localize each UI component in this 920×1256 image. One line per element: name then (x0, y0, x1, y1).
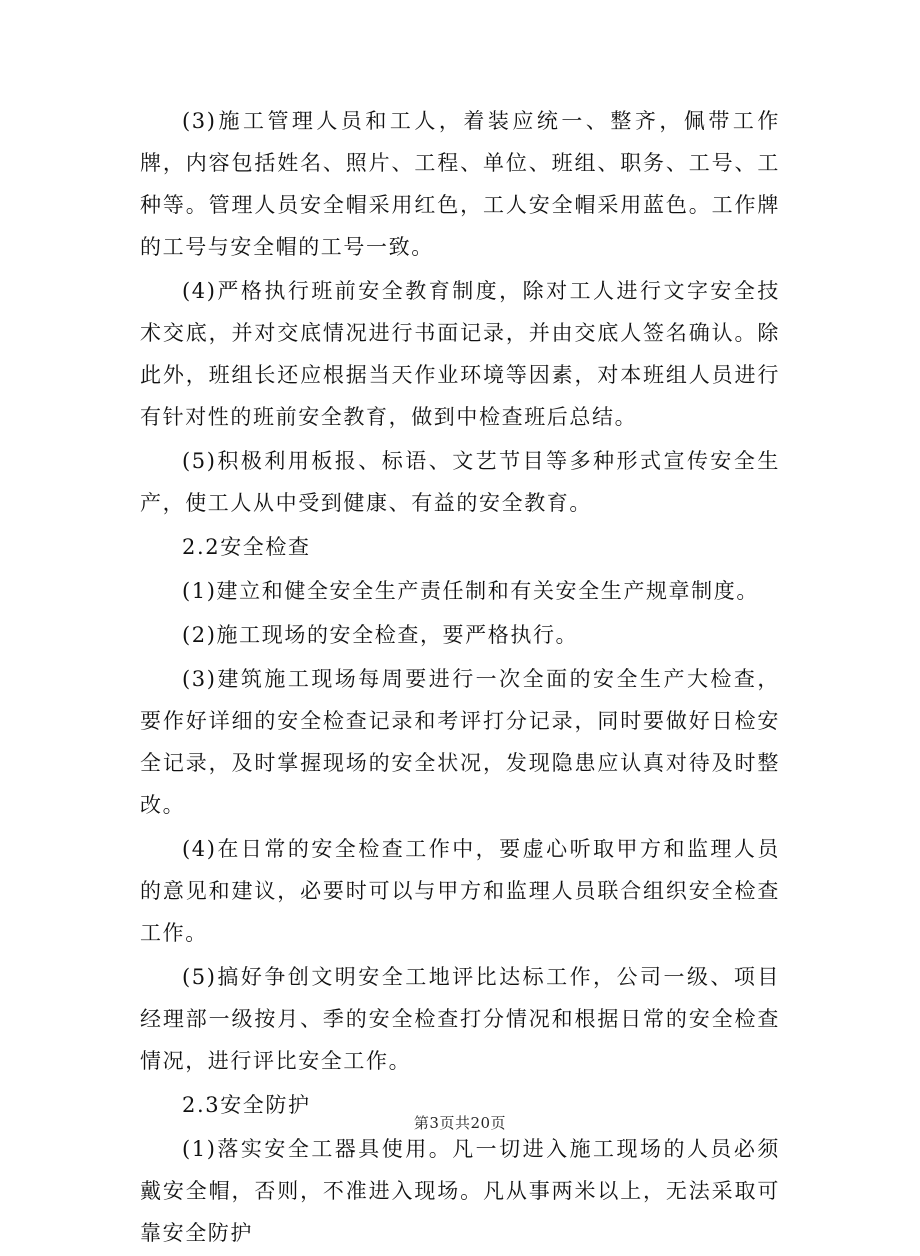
document-body (140, 100, 780, 1256)
page-number-footer: 第3页共20页 (413, 1114, 507, 1132)
paragraph-4-daily-inspection: (4)在日常的安全检查工作中，要虚心听取甲方和监理人员的意见和建议，必要时可以与甲方和监理人员联合组织安全检查工作。 (140, 837, 780, 945)
paragraph-3-dress-code: (3)施工管理人员和工人，着装应统一、整齐，佩带工作牌，内容包括姓名、照片、工程、单位、班组、职务、工号、工种等。管理人员安全帽采用红色，工人安全帽采用蓝色。工作牌的工号与安全帽的工号一致。 (140, 109, 780, 259)
paragraph-4-pre-shift-education: (4)严格执行班前安全教育制度，除对工人进行文字安全技术交底，并对交底情况进行书面记录，并由交底人签名确认。除此外，班组长还应根据当天作业环境等因素，对本班组人员进行有针对性的班前安全教育，做到中检查班后总结。 (140, 279, 780, 429)
section-heading-safety-inspection: 2.2安全检查 (182, 535, 311, 559)
paragraph-2-site-inspection: (2)施工现场的安全检查，要严格执行。 (182, 623, 579, 647)
paragraph-1-responsibility-system: (1)建立和健全安全生产责任制和有关安全生产规章制度。 (182, 579, 759, 603)
paragraph-5-safety-publicity: (5)积极利用板报、标语、文艺节目等多种形式宣传安全生产，使工人从中受到健康、有益的安全教育。 (140, 449, 780, 515)
paragraph-3-weekly-inspection: (3)建筑施工现场每周要进行一次全面的安全生产大检查，要作好详细的安全检查记录和考评打分记录，同时要做好日检安全记录，及时掌握现场的安全状况，发现隐患应认真对待及时整改。 (140, 667, 780, 817)
paragraph-1-safety-equipment: (1)落实安全工器具使用。凡一切进入施工现场的人员必须戴安全帽，否则，不准进入现场。凡从事两米以上，无法采取可靠安全防护 (140, 1137, 780, 1245)
section-heading-safety-protection: 2.3安全防护 (182, 1093, 311, 1117)
paragraph-5-evaluation: (5)搞好争创文明安全工地评比达标工作，公司一级、项目经理部一级按月、季的安全检查打分情况和根据日常的安全检查情况，进行评比安全工作。 (140, 965, 780, 1073)
